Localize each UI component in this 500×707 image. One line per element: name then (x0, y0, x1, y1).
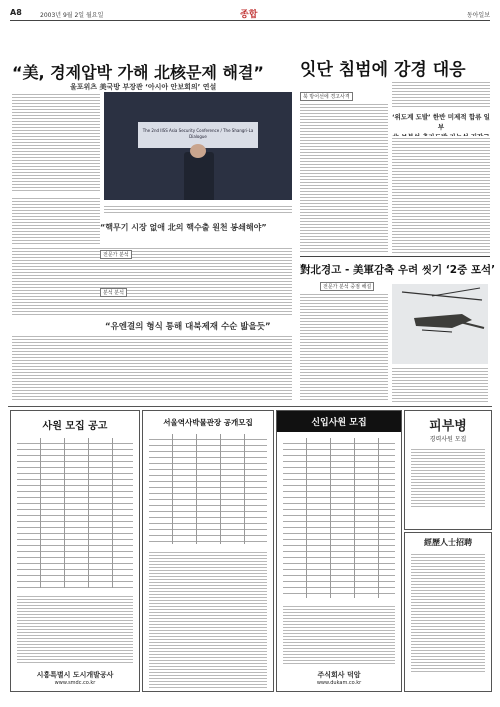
ad-smdc-url: www.smdc.co.kr (54, 680, 96, 686)
left-subhead: 울포위츠 美국방 부장관 ‘아시아 안보회의’ 연설 (70, 83, 217, 91)
photo-caption-2 (392, 366, 488, 402)
ad-smdc (10, 410, 140, 692)
photo-banner-text: The 2nd IISS Asia Security Conference / The Shangri-La Dialogue (142, 128, 254, 139)
mid-body-col-1 (300, 292, 388, 402)
ad-dukam-url: www.dukam.co.kr (316, 680, 362, 686)
right-body-col-2 (392, 80, 490, 108)
ad-career (404, 532, 492, 692)
pullquote-2: “유엔결의 형식 통해 대북제재 수순 밟을듯” (105, 322, 271, 332)
helicopter-photo (392, 284, 488, 364)
ad-smdc-company: 시흥특별시 도시개발공사 (36, 671, 114, 679)
photo-caption (104, 204, 292, 214)
conference-photo (104, 92, 292, 200)
section-name: 종합 (240, 10, 258, 20)
publisher-name: 동아일보 (466, 12, 490, 19)
mid-headline: 對北경고 - 美軍감축 우려 씻기 ‘2중 포석’ (300, 264, 496, 276)
ad-library (142, 410, 274, 692)
analysis-label-1: 전문가 분석 (100, 250, 132, 259)
bottom-body-columns (12, 334, 292, 402)
ad-derm-title: 피부병 (429, 419, 467, 434)
right-body-col-3 (392, 136, 490, 254)
ad-library-title: 서울역사박물관장 공개모집 (163, 418, 253, 427)
left-headline: “美, 경제압박 가해 北核문제 해결” (12, 63, 264, 82)
ad-dukam-company: 주식회사 덕암 (317, 671, 361, 679)
ad-derm-sub: 경력사원 모집 (429, 436, 467, 443)
left-body-text (12, 92, 100, 192)
right-body-col-1 (300, 102, 388, 252)
ad-dukam-title: 신입사원 모집 (277, 411, 401, 432)
ad-derm (404, 410, 492, 530)
divider (300, 256, 490, 257)
helicopter-icon (392, 284, 488, 364)
ad-smdc-title: 사원 모집 공고 (42, 421, 108, 432)
pullquote-1: “핵무기 시장 없애 北의 핵수출 원천 봉쇄해야” (100, 223, 267, 232)
analysis-label-2: 분석 분석 (100, 288, 127, 297)
ad-career-title: 經歷人士招聘 (424, 538, 472, 547)
issue-date: 2003년 9월 2일 월요일 (40, 12, 104, 19)
page-header (10, 6, 490, 21)
page-number: A8 (10, 8, 22, 17)
ad-divider (8, 406, 492, 407)
mid-label: 전문가 분석 중점 해설 (320, 282, 374, 291)
right-headline: 잇단 침범에 강경 대응 (300, 60, 466, 80)
right-note-1: ‘위도계 도발’ 한반 미제적 합류 일부 (392, 113, 490, 131)
ad-smdc-table (17, 438, 133, 588)
left-body-columns (12, 246, 292, 316)
ad-dukam (276, 410, 402, 692)
left-body-text-2 (12, 196, 100, 246)
right-box-label: 북 방어선에 경고사격 (300, 92, 353, 101)
